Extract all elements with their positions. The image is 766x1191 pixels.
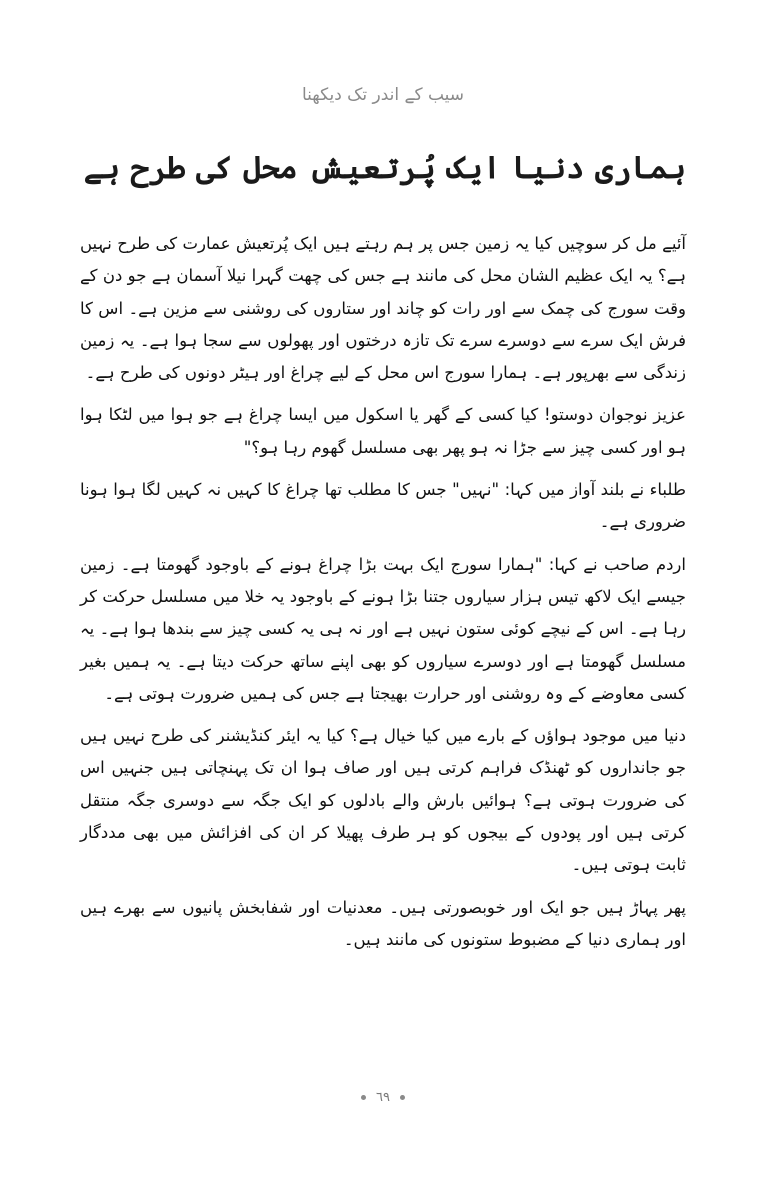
paragraph: طلباء نے بلند آواز میں کہا: "نہیں" جس کا مطلب تھا چراغ کا کہیں نہ کہیں لگا ہوا ہونا ضروری ہے۔ bbox=[80, 480, 686, 532]
bullet-dot-icon bbox=[361, 1095, 366, 1100]
page-footer bbox=[0, 1090, 766, 1105]
running-header: سیب کے اندر تک دیکھنا bbox=[301, 85, 465, 105]
paragraph: دنیا میں موجود ہواؤں کے بارے میں کیا خیال ہے؟ کیا یہ ایئر کنڈیشنر کی طرح نہیں ہیں جو جانداروں کو ٹھنڈک فراہم کرتی ہیں اور صاف ہوا ان تک پہنچاتی ہیں جنہیں اس کی ضرورت ہوتی ہے؟ ہوائیں بارش والے بادلوں کو ایک جگہ سے دوسری جگہ منتقل کرتی ہیں اور پودوں کے بیجوں کو ہر طرف پھیلا کر ان کی افزائش میں بھی مددگار ثابت ہوتی ہیں۔ bbox=[80, 726, 686, 875]
paragraph: عزیز نوجوان دوستو! کیا کسی کے گھر یا اسکول میں ایسا چراغ ہے جو ہوا میں لٹکا ہوا ہو اور کسی چیز سے جڑا نہ ہو پھر بھی مسلسل گھوم رہا ہو؟" bbox=[80, 405, 686, 457]
chapter-title: ہماری دنیا ایک پُرتعیش محل کی طرح ہے bbox=[83, 150, 686, 186]
body-text bbox=[80, 228, 686, 966]
paragraph: آئیے مل کر سوچیں کیا یہ زمین جس پر ہم رہتے ہیں ایک پُرتعیش عمارت کی طرح نہیں ہے؟ یہ ایک عظیم الشان محل کی مانند ہے جس کی چھت گہرا نیلا آسمان ہے جو دن کے وقت سورج کی چمک سے اور رات کو چاند اور ستاروں کی روشنی سے مزین ہے۔ اس کا فرش ایک سرے سے دوسرے سرے تک تازہ درختوں اور پھولوں سے سجا ہوا ہے۔ یہ زمین زندگی سے بھرپور ہے۔ ہمارا سورج اس محل کے لیے چراغ اور ہیٹر دونوں کی طرح ہے۔ bbox=[80, 234, 686, 383]
paragraph: اردم صاحب نے کہا: "ہمارا سورج ایک بہت بڑا چراغ ہونے کے باوجود گھومتا ہے۔ زمین جیسے ایک لاکھ تیس ہزار سیاروں جتنا بڑا ہونے کے باوجود یہ خلا میں مسلسل حرکت کر رہا ہے۔ اس کے نیچے کوئی ستون نہیں ہے اور نہ ہی یہ کسی چیز سے بندھا ہوا ہے۔ یہ مسلسل گھومتا ہے اور دوسرے سیاروں کو بھی اپنے ساتھ حرکت دیتا ہے۔ یہ ہمیں بغیر کسی معاوضے کے وہ روشنی اور حرارت بھیجتا ہے جس کی ہمیں ضرورت ہوتی ہے۔ bbox=[80, 554, 686, 703]
paragraph: پھر پہاڑ ہیں جو ایک اور خوبصورتی ہیں۔ معدنیات اور شفابخش پانیوں سے بھرے ہیں اور ہماری دنیا کے مضبوط ستونوں کی مانند ہیں۔ bbox=[80, 897, 686, 949]
page-number: ٦٩ bbox=[376, 1090, 390, 1105]
bullet-dot-icon bbox=[400, 1095, 405, 1100]
